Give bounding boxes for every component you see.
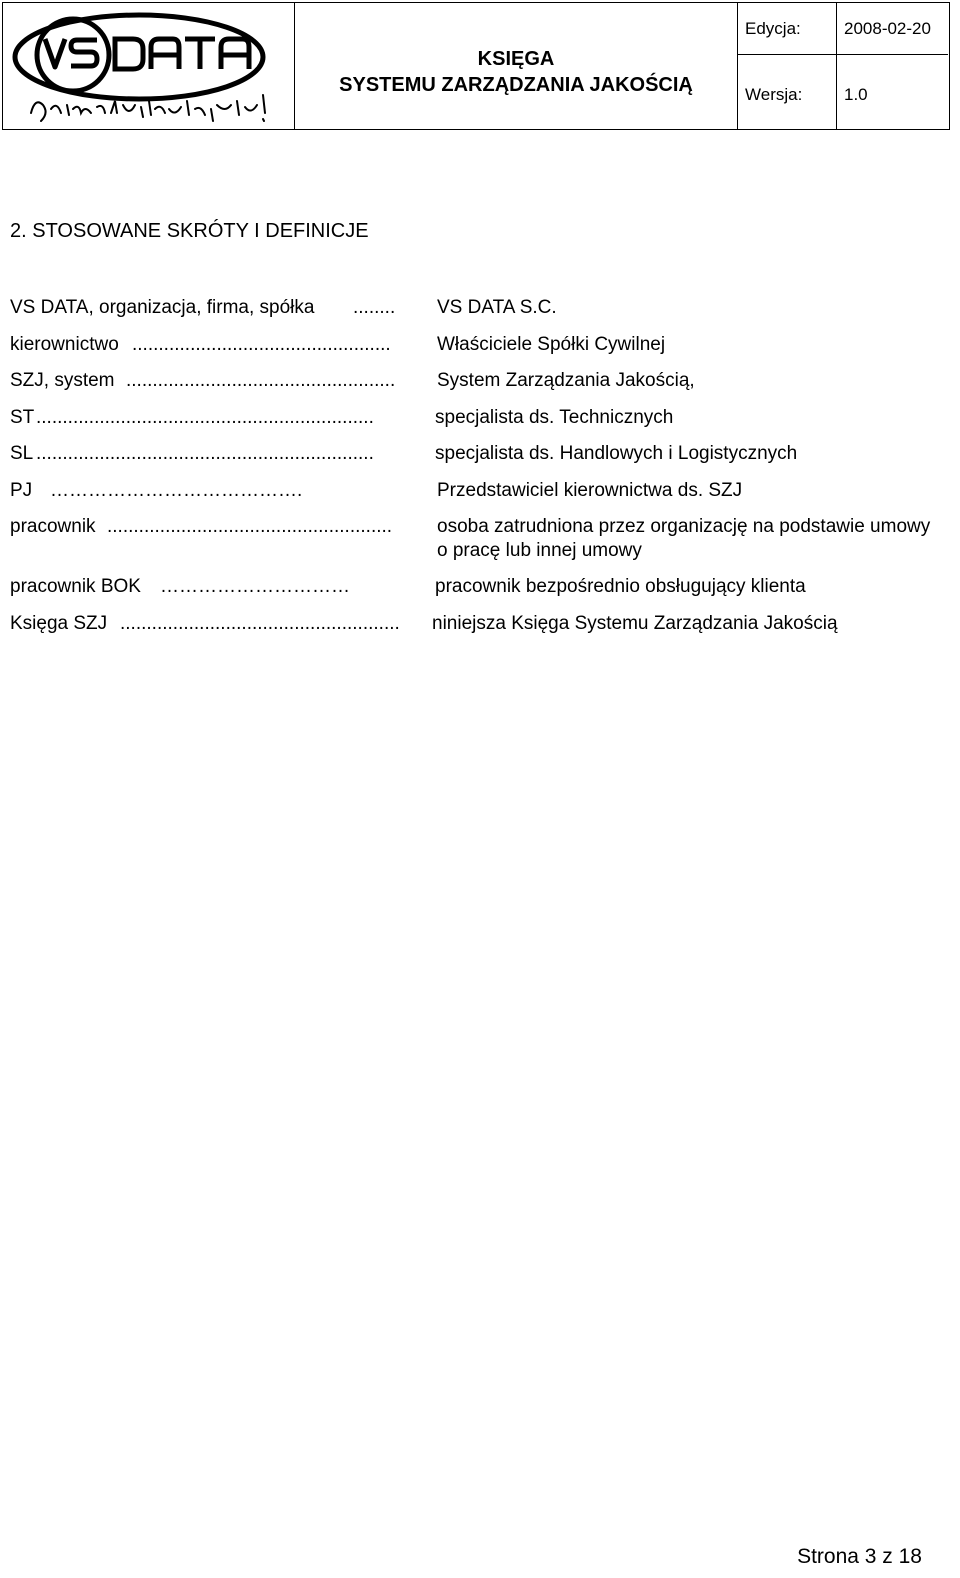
section-title: 2. STOSOWANE SKRÓTY I DEFINICJE <box>10 220 369 242</box>
document-title-line1: KSIĘGA <box>477 48 555 70</box>
leader-dots: ........ <box>353 297 396 318</box>
leader-dots: …………………………………. <box>50 479 303 501</box>
definition-term: Księga SZJ <box>10 612 108 634</box>
edition-value: 2008-02-20 <box>844 19 931 38</box>
leader-dots: ................................................... <box>126 370 396 391</box>
definition-term: ST <box>10 406 35 428</box>
definition-description: osoba zatrudniona przez organizację na podstawie umowy o pracę lub innej umowy <box>437 516 931 561</box>
definition-row <box>10 296 940 333</box>
leader-dots: ...................................................... <box>107 516 393 537</box>
title-cell <box>295 3 738 129</box>
definition-term: pracownik BOK <box>10 576 141 597</box>
leader-dots: ................................................................ <box>36 406 374 428</box>
definition-description: Właściciele Spółki Cywilnej <box>437 333 666 355</box>
version-label: Wersja: <box>745 85 803 104</box>
definitions-list <box>10 296 940 648</box>
definition-term: PJ <box>10 479 33 501</box>
definition-row <box>10 479 940 516</box>
definition-row <box>10 369 940 406</box>
page-number: Strona 3 z 18 <box>797 1545 922 1568</box>
definition-description: VS DATA S.C. <box>437 297 557 318</box>
definition-term: pracownik <box>10 516 96 537</box>
document-header <box>2 2 950 130</box>
definition-term: SL <box>10 443 34 464</box>
definition-row <box>10 515 940 575</box>
definition-row <box>10 612 940 649</box>
definition-description: pracownik bezpośrednio obsługujący klienta <box>435 576 806 597</box>
definition-row <box>10 333 940 370</box>
edition-label: Edycja: <box>745 19 801 38</box>
definition-term: VS DATA, organizacja, firma, spółka <box>10 297 315 318</box>
vs-data-logo <box>11 9 283 129</box>
definition-row <box>10 442 940 479</box>
logo-cell <box>3 3 295 129</box>
document-title-line2: SYSTEMU ZARZĄDZANIA JAKOŚCIĄ <box>339 74 693 96</box>
definition-row <box>10 406 940 443</box>
leader-dots: ................................................................ <box>36 443 374 464</box>
leader-dots: ................................................. <box>132 333 391 355</box>
definition-description: specjalista ds. Technicznych <box>435 406 674 428</box>
leader-dots: ………………………… <box>160 576 350 597</box>
version-row <box>738 55 948 128</box>
edition-row <box>738 3 948 55</box>
definition-description: Przedstawiciel kierownictwa ds. SZJ <box>437 479 743 501</box>
definition-description: specjalista ds. Handlowych i Logistycznych <box>435 443 798 464</box>
definition-term: SZJ, system <box>10 370 115 391</box>
definition-description: System Zarządzania Jakością, <box>437 370 695 391</box>
definition-term: kierownictwo <box>10 333 119 355</box>
definition-description: niniejsza Księga Systemu Zarządzania Jakością <box>432 612 838 634</box>
version-value: 1.0 <box>844 85 868 104</box>
definition-row <box>10 575 940 612</box>
leader-dots: ..................................................... <box>120 612 400 634</box>
